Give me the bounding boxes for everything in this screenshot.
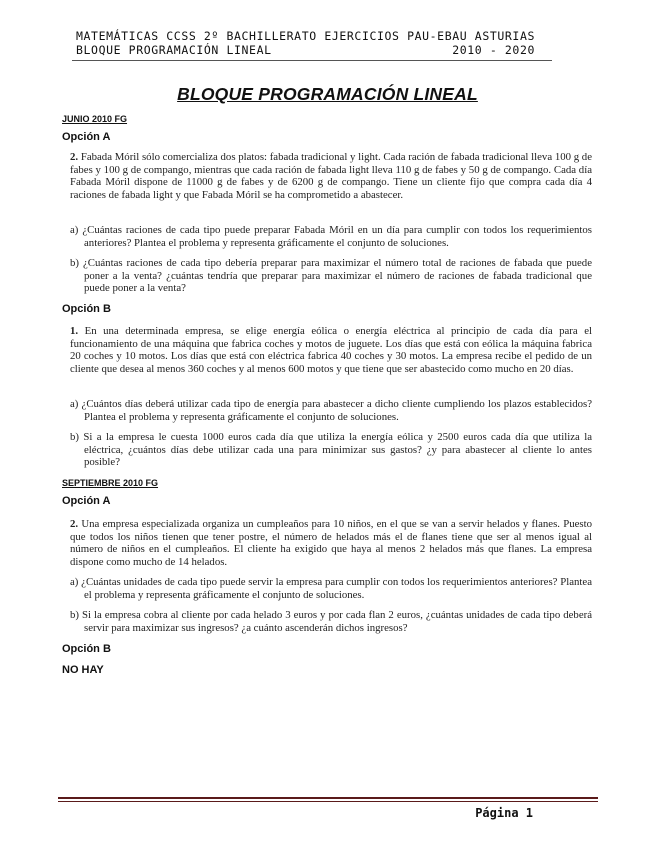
section-september-2010: SEPTIEMBRE 2010 FG [62, 478, 159, 488]
footer-divider-thin [58, 801, 598, 802]
problem-2-september-part-b: b) Si la empresa cobra al cliente por cada helado 3 euros y por cada flan 2 euros, ¿cuántas unidades de cada tipo deberá servir para maximizar sus ingresos? ¿a cuánto ascenderán dichos ingresos? [70, 609, 592, 634]
header-years: 2010 - 2020 [452, 43, 535, 57]
page-title: BLOQUE PROGRAMACIÓN LINEAL [177, 84, 478, 104]
option-b-september: Opción B [62, 643, 111, 655]
no-problem-note: NO HAY [62, 664, 104, 676]
problem-text: En una determinada empresa, se elige energía eólica o energía eléctrica al principio de cada día para el funcionamiento de una máquina que fabrica coches y motos de juguete. Los días que está con eólica la máquina fabrica 20 coches y 10 motos. Los días que está con eléctrica fabrica 40 coches y 30 motos. La empresa recibe el pedido de un cliente que desea al menos 360 coches y al menos 600 motos y que tiene que ser abastecido como mucho en 20 días. [70, 325, 592, 375]
header-course: MATEMÁTICAS CCSS 2º BACHILLERATO [76, 29, 317, 43]
problem-2-september-statement [70, 518, 592, 568]
problem-number: 2. [70, 518, 79, 530]
problem-text: Fabada Móril sólo comercializa dos platos: fabada tradicional y light. Cada ración de fabada tradicional lleva 100 g de fabes y 100 g de compango, mientras que cada ración de fabada light lleva 110 g de fabes y 50 g de compango. Cada día Fabada Móril dispone de 11000 g de fabes y de 6200 g de compango. Tiene un cliente fijo que compra cada día 4 raciones de fabada light y que Fabada Móril se ha comprometido a abastecer. [70, 151, 592, 201]
header-block: BLOQUE PROGRAMACIÓN LINEAL [76, 43, 272, 57]
header-divider [72, 60, 552, 61]
problem-number: 1. [70, 325, 79, 337]
problem-number: 2. [70, 151, 79, 163]
page-number: Página 1 [475, 806, 533, 820]
problem-1-june-part-b: b) Si a la empresa le cuesta 1000 euros cada día que utiliza la energía eólica y 2500 euros cada día que utiliza la eléctrica, ¿cuántos días debe utilizar cada una para minimizar sus gastos? ¿y para abastecer al cliente lo antes posible? [70, 431, 592, 469]
problem-2-june-part-a: a) ¿Cuántas raciones de cada tipo puede preparar Fabada Móril en un día para cumplir con todos los requerimientos anteriores? Plantea el problema y representa gráficamente el conjunto de soluciones. [70, 224, 592, 249]
option-b-june: Opción B [62, 303, 111, 315]
option-a-september: Opción A [62, 495, 111, 507]
problem-2-june-statement [70, 151, 592, 201]
problem-1-june-statement [70, 325, 592, 375]
footer-divider [58, 797, 598, 799]
problem-text: Una empresa especializada organiza un cumpleaños para 10 niños, en el que se van a servir helados y flanes. Puesto que todos los niños tienen que tener postre, el número de helados más el de flanes tiene que ser al menos igual al número de niños en el cumpleaños. El cliente ha exigido que haya al menos 2 helados más que flanes. La empresa dispone como mucho de 14 helados. [70, 518, 593, 568]
section-june-2010: JUNIO 2010 FG [62, 114, 128, 124]
option-a-june: Opción A [62, 131, 111, 143]
problem-2-september-part-a: a) ¿Cuántas unidades de cada tipo puede servir la empresa para cumplir con todos los requerimientos anteriores? Plantea el problema y representa gráficamente el conjunto de soluciones. [70, 576, 592, 601]
header-exam: EJERCICIOS PAU-EBAU ASTURIAS [324, 29, 535, 43]
problem-2-june-part-b: b) ¿Cuántas raciones de cada tipo debería preparar para maximizar el número total de raciones de fabada que puede poner a la venta? ¿cuántas tendría que preparar para maximizar el número de raciones de fabada tradicional que puede poner a la venta? [70, 257, 592, 295]
problem-1-june-part-a: a) ¿Cuántos días deberá utilizar cada tipo de energía para abastecer a dicho cliente cumpliendo los plazos establecidos? Plantea el problema y representa gráficamente el conjunto de soluciones. [70, 398, 592, 423]
